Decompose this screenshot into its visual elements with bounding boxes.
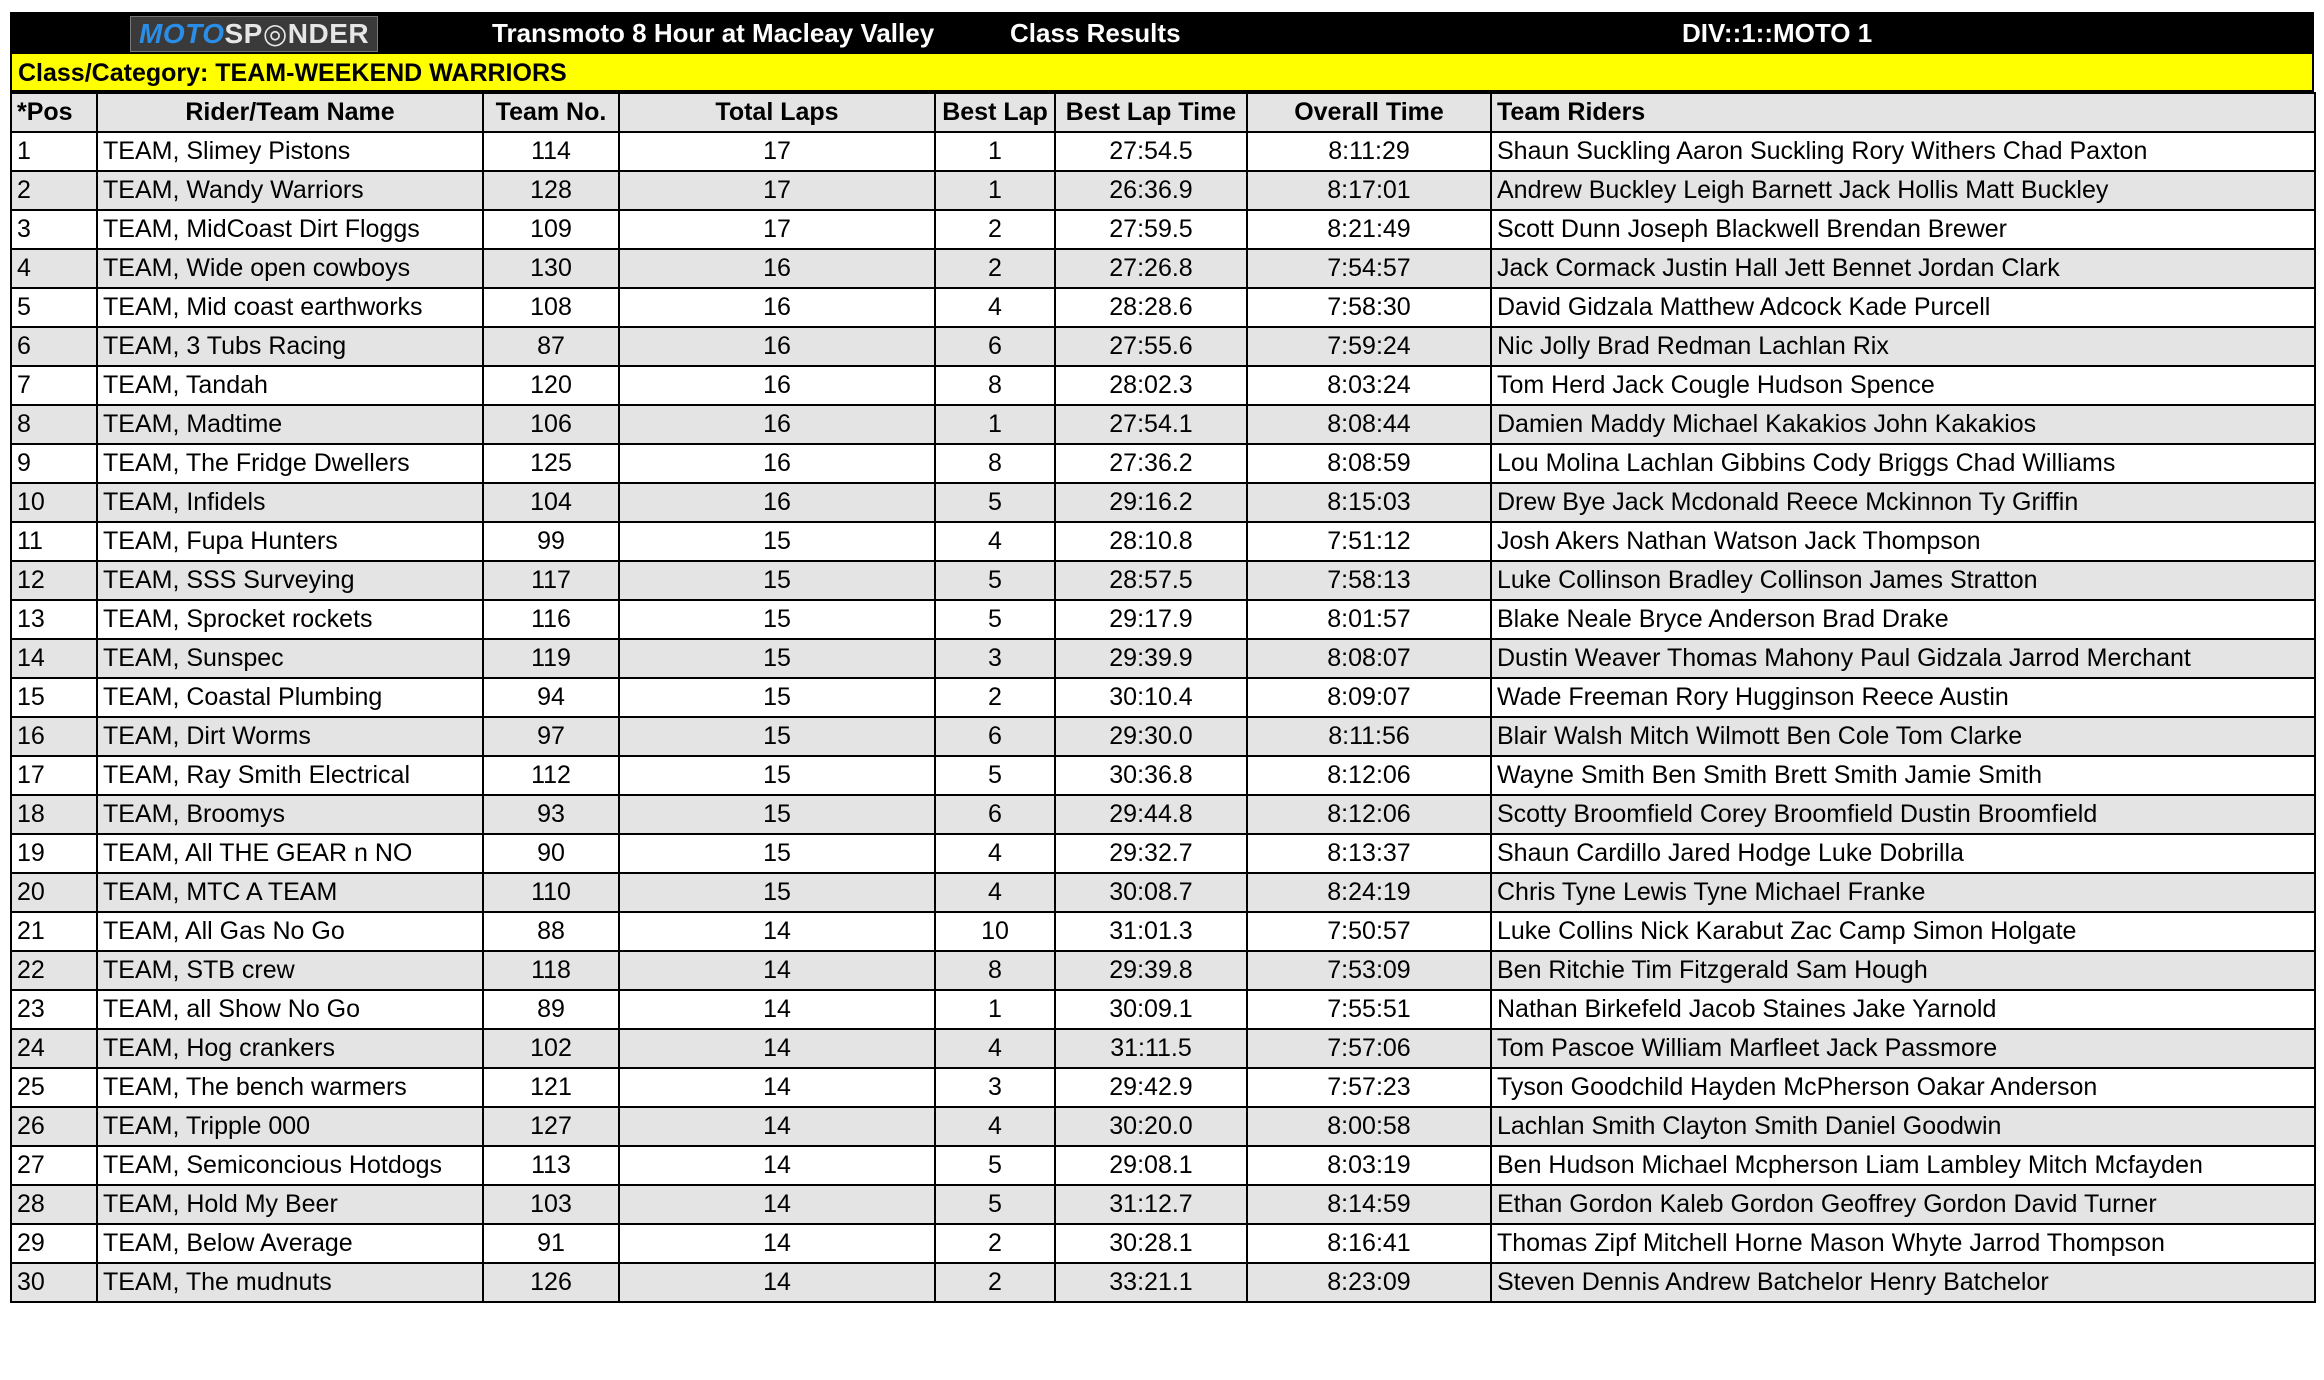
- overall-time-cell: 7:50:57: [1247, 912, 1491, 951]
- overall-time-cell: 7:53:09: [1247, 951, 1491, 990]
- best-lap-cell: 4: [935, 1029, 1055, 1068]
- best-lap-time-cell: 27:54.5: [1055, 132, 1247, 171]
- team-name-cell: TEAM, Madtime: [97, 405, 483, 444]
- overall-time-cell: 8:11:29: [1247, 132, 1491, 171]
- team-name-cell: TEAM, Ray Smith Electrical: [97, 756, 483, 795]
- table-row: [11, 132, 2315, 171]
- team-name-cell: TEAM, Hog crankers: [97, 1029, 483, 1068]
- team-no-cell: 102: [483, 1029, 619, 1068]
- overall-time-cell: 8:15:03: [1247, 483, 1491, 522]
- team-no-cell: 121: [483, 1068, 619, 1107]
- total-laps-cell: 15: [619, 717, 935, 756]
- team-riders-cell: Steven Dennis Andrew Batchelor Henry Batchelor: [1491, 1263, 2315, 1302]
- best-lap-time-cell: 30:20.0: [1055, 1107, 1247, 1146]
- team-no-cell: 117: [483, 561, 619, 600]
- total-laps-cell: 16: [619, 483, 935, 522]
- total-laps-cell: 14: [619, 1185, 935, 1224]
- pos-cell: 22: [11, 951, 97, 990]
- best-lap-time-cell: 30:09.1: [1055, 990, 1247, 1029]
- team-no-cell: 110: [483, 873, 619, 912]
- best-lap-time-cell: 30:28.1: [1055, 1224, 1247, 1263]
- team-riders-cell: Shaun Suckling Aaron Suckling Rory Withers Chad Paxton: [1491, 132, 2315, 171]
- best-lap-cell: 5: [935, 1185, 1055, 1224]
- total-laps-cell: 15: [619, 639, 935, 678]
- total-laps-cell: 15: [619, 795, 935, 834]
- best-lap-time-cell: 31:11.5: [1055, 1029, 1247, 1068]
- team-name-cell: TEAM, All THE GEAR n NO: [97, 834, 483, 873]
- total-laps-cell: 14: [619, 1146, 935, 1185]
- best-lap-cell: 5: [935, 600, 1055, 639]
- overall-time-cell: 7:57:23: [1247, 1068, 1491, 1107]
- pos-cell: 29: [11, 1224, 97, 1263]
- table-row: [11, 678, 2315, 717]
- total-laps-cell: 16: [619, 288, 935, 327]
- team-riders-cell: Scott Dunn Joseph Blackwell Brendan Brewer: [1491, 210, 2315, 249]
- best-lap-cell: 4: [935, 522, 1055, 561]
- table-row: [11, 366, 2315, 405]
- total-laps-cell: 17: [619, 171, 935, 210]
- team-riders-cell: Blake Neale Bryce Anderson Brad Drake: [1491, 600, 2315, 639]
- total-laps-cell: 16: [619, 327, 935, 366]
- best-lap-cell: 4: [935, 1107, 1055, 1146]
- team-no-cell: 125: [483, 444, 619, 483]
- team-riders-cell: Scotty Broomfield Corey Broomfield Dustin Broomfield: [1491, 795, 2315, 834]
- team-no-cell: 116: [483, 600, 619, 639]
- event-title: Transmoto 8 Hour at Macleay Valley: [492, 18, 935, 48]
- table-row: [11, 1029, 2315, 1068]
- best-lap-time-cell: 26:36.9: [1055, 171, 1247, 210]
- best-lap-cell: 6: [935, 327, 1055, 366]
- team-name-cell: TEAM, All Gas No Go: [97, 912, 483, 951]
- best-lap-cell: 1: [935, 171, 1055, 210]
- team-riders-cell: Dustin Weaver Thomas Mahony Paul Gidzala Jarrod Merchant: [1491, 639, 2315, 678]
- total-laps-cell: 15: [619, 600, 935, 639]
- best-lap-cell: 1: [935, 132, 1055, 171]
- total-laps-cell: 14: [619, 1107, 935, 1146]
- pos-cell: 3: [11, 210, 97, 249]
- best-lap-cell: 1: [935, 990, 1055, 1029]
- table-row: [11, 795, 2315, 834]
- team-no-cell: 97: [483, 717, 619, 756]
- best-lap-cell: 4: [935, 873, 1055, 912]
- total-laps-cell: 15: [619, 522, 935, 561]
- best-lap-cell: 6: [935, 795, 1055, 834]
- overall-time-cell: 8:12:06: [1247, 756, 1491, 795]
- total-laps-cell: 15: [619, 678, 935, 717]
- team-riders-cell: Wade Freeman Rory Hugginson Reece Austin: [1491, 678, 2315, 717]
- table-row: [11, 600, 2315, 639]
- team-name-cell: TEAM, The Fridge Dwellers: [97, 444, 483, 483]
- table-row: [11, 405, 2315, 444]
- table-row: [11, 873, 2315, 912]
- overall-time-cell: 8:08:44: [1247, 405, 1491, 444]
- team-name-cell: TEAM, Dirt Worms: [97, 717, 483, 756]
- best-lap-time-cell: 28:28.6: [1055, 288, 1247, 327]
- results-sheet: [10, 12, 2314, 1303]
- best-lap-cell: 6: [935, 717, 1055, 756]
- team-no-cell: 120: [483, 366, 619, 405]
- team-riders-cell: Tom Pascoe William Marfleet Jack Passmore: [1491, 1029, 2315, 1068]
- team-no-cell: 112: [483, 756, 619, 795]
- pos-cell: 16: [11, 717, 97, 756]
- pos-cell: 8: [11, 405, 97, 444]
- best-lap-cell: 2: [935, 1263, 1055, 1302]
- overall-time-cell: 8:21:49: [1247, 210, 1491, 249]
- table-row: [11, 951, 2315, 990]
- best-lap-cell: 5: [935, 1146, 1055, 1185]
- total-laps-cell: 14: [619, 990, 935, 1029]
- best-lap-time-cell: 27:59.5: [1055, 210, 1247, 249]
- overall-time-cell: 8:11:56: [1247, 717, 1491, 756]
- total-laps-cell: 14: [619, 1224, 935, 1263]
- total-laps-cell: 14: [619, 912, 935, 951]
- team-riders-cell: Blair Walsh Mitch Wilmott Ben Cole Tom Clarke: [1491, 717, 2315, 756]
- team-riders-cell: Thomas Zipf Mitchell Horne Mason Whyte Jarrod Thompson: [1491, 1224, 2315, 1263]
- pos-cell: 13: [11, 600, 97, 639]
- overall-time-cell: 8:14:59: [1247, 1185, 1491, 1224]
- team-no-cell: 108: [483, 288, 619, 327]
- table-row: [11, 756, 2315, 795]
- team-no-cell: 119: [483, 639, 619, 678]
- overall-time-cell: 8:08:07: [1247, 639, 1491, 678]
- best-lap-cell: 2: [935, 1224, 1055, 1263]
- team-name-cell: TEAM, Semiconcious Hotdogs: [97, 1146, 483, 1185]
- results-table: [10, 92, 2316, 1303]
- team-no-cell: 126: [483, 1263, 619, 1302]
- team-no-cell: 93: [483, 795, 619, 834]
- best-lap-cell: 4: [935, 288, 1055, 327]
- best-lap-cell: 2: [935, 678, 1055, 717]
- pos-cell: 10: [11, 483, 97, 522]
- team-riders-cell: Lachlan Smith Clayton Smith Daniel Goodwin: [1491, 1107, 2315, 1146]
- table-row: [11, 1224, 2315, 1263]
- table-row: [11, 483, 2315, 522]
- team-no-cell: 88: [483, 912, 619, 951]
- best-lap-cell: 2: [935, 249, 1055, 288]
- table-row: [11, 249, 2315, 288]
- team-riders-cell: Chris Tyne Lewis Tyne Michael Franke: [1491, 873, 2315, 912]
- report-title: Class Results: [1010, 18, 1181, 48]
- team-name-cell: TEAM, Mid coast earthworks: [97, 288, 483, 327]
- overall-time-cell: 8:00:58: [1247, 1107, 1491, 1146]
- col-header-team-name: Rider/Team Name: [97, 93, 483, 132]
- team-name-cell: TEAM, STB crew: [97, 951, 483, 990]
- team-no-cell: 99: [483, 522, 619, 561]
- pos-cell: 21: [11, 912, 97, 951]
- best-lap-cell: 3: [935, 1068, 1055, 1107]
- total-laps-cell: 15: [619, 834, 935, 873]
- best-lap-time-cell: 30:08.7: [1055, 873, 1247, 912]
- team-name-cell: TEAM, Broomys: [97, 795, 483, 834]
- pos-cell: 17: [11, 756, 97, 795]
- best-lap-time-cell: 33:21.1: [1055, 1263, 1247, 1302]
- team-no-cell: 114: [483, 132, 619, 171]
- pos-cell: 23: [11, 990, 97, 1029]
- overall-time-cell: 8:12:06: [1247, 795, 1491, 834]
- team-riders-cell: Jack Cormack Justin Hall Jett Bennet Jordan Clark: [1491, 249, 2315, 288]
- pos-cell: 14: [11, 639, 97, 678]
- team-name-cell: TEAM, Tripple 000: [97, 1107, 483, 1146]
- best-lap-time-cell: 29:39.9: [1055, 639, 1247, 678]
- table-row: [11, 990, 2315, 1029]
- total-laps-cell: 14: [619, 951, 935, 990]
- team-no-cell: 89: [483, 990, 619, 1029]
- team-name-cell: TEAM, Fupa Hunters: [97, 522, 483, 561]
- best-lap-time-cell: 27:36.2: [1055, 444, 1247, 483]
- team-no-cell: 113: [483, 1146, 619, 1185]
- best-lap-cell: 8: [935, 366, 1055, 405]
- pos-cell: 11: [11, 522, 97, 561]
- table-row: [11, 210, 2315, 249]
- best-lap-time-cell: 29:39.8: [1055, 951, 1247, 990]
- overall-time-cell: 8:24:19: [1247, 873, 1491, 912]
- table-row: [11, 522, 2315, 561]
- total-laps-cell: 14: [619, 1029, 935, 1068]
- table-row: [11, 1068, 2315, 1107]
- best-lap-time-cell: 29:16.2: [1055, 483, 1247, 522]
- team-riders-cell: Ben Hudson Michael Mcpherson Liam Lambley Mitch Mcfayden: [1491, 1146, 2315, 1185]
- team-riders-cell: David Gidzala Matthew Adcock Kade Purcell: [1491, 288, 2315, 327]
- team-name-cell: TEAM, The mudnuts: [97, 1263, 483, 1302]
- logo-sponder-text: SP◎NDER: [224, 18, 370, 49]
- table-row: [11, 1185, 2315, 1224]
- total-laps-cell: 14: [619, 1068, 935, 1107]
- best-lap-time-cell: 29:08.1: [1055, 1146, 1247, 1185]
- best-lap-time-cell: 27:55.6: [1055, 327, 1247, 366]
- logo-moto-text: MOTO: [139, 18, 225, 49]
- table-row: [11, 912, 2315, 951]
- team-no-cell: 106: [483, 405, 619, 444]
- best-lap-cell: 5: [935, 756, 1055, 795]
- best-lap-cell: 2: [935, 210, 1055, 249]
- team-no-cell: 128: [483, 171, 619, 210]
- overall-time-cell: 8:17:01: [1247, 171, 1491, 210]
- overall-time-cell: 7:57:06: [1247, 1029, 1491, 1068]
- report-header: [10, 12, 2314, 54]
- best-lap-cell: 8: [935, 951, 1055, 990]
- total-laps-cell: 17: [619, 132, 935, 171]
- team-riders-cell: Ethan Gordon Kaleb Gordon Geoffrey Gordon David Turner: [1491, 1185, 2315, 1224]
- overall-time-cell: 7:58:13: [1247, 561, 1491, 600]
- best-lap-time-cell: 31:01.3: [1055, 912, 1247, 951]
- team-no-cell: 87: [483, 327, 619, 366]
- best-lap-time-cell: 29:17.9: [1055, 600, 1247, 639]
- col-header-overall-time: Overall Time: [1247, 93, 1491, 132]
- pos-cell: 20: [11, 873, 97, 912]
- team-no-cell: 127: [483, 1107, 619, 1146]
- best-lap-time-cell: 28:10.8: [1055, 522, 1247, 561]
- pos-cell: 12: [11, 561, 97, 600]
- col-header-total-laps: Total Laps: [619, 93, 935, 132]
- team-riders-cell: Drew Bye Jack Mcdonald Reece Mckinnon Ty Griffin: [1491, 483, 2315, 522]
- best-lap-cell: 5: [935, 561, 1055, 600]
- best-lap-time-cell: 29:44.8: [1055, 795, 1247, 834]
- team-no-cell: 104: [483, 483, 619, 522]
- team-riders-cell: Wayne Smith Ben Smith Brett Smith Jamie Smith: [1491, 756, 2315, 795]
- best-lap-cell: 4: [935, 834, 1055, 873]
- pos-cell: 1: [11, 132, 97, 171]
- overall-time-cell: 8:23:09: [1247, 1263, 1491, 1302]
- pos-cell: 27: [11, 1146, 97, 1185]
- team-riders-cell: Shaun Cardillo Jared Hodge Luke Dobrilla: [1491, 834, 2315, 873]
- team-name-cell: TEAM, Slimey Pistons: [97, 132, 483, 171]
- best-lap-time-cell: 30:10.4: [1055, 678, 1247, 717]
- team-name-cell: TEAM, MidCoast Dirt Floggs: [97, 210, 483, 249]
- overall-time-cell: 7:54:57: [1247, 249, 1491, 288]
- best-lap-time-cell: 27:26.8: [1055, 249, 1247, 288]
- team-name-cell: TEAM, 3 Tubs Racing: [97, 327, 483, 366]
- pos-cell: 19: [11, 834, 97, 873]
- table-row: [11, 639, 2315, 678]
- total-laps-cell: 16: [619, 366, 935, 405]
- overall-time-cell: 8:01:57: [1247, 600, 1491, 639]
- overall-time-cell: 7:55:51: [1247, 990, 1491, 1029]
- team-name-cell: TEAM, all Show No Go: [97, 990, 483, 1029]
- best-lap-cell: 1: [935, 405, 1055, 444]
- best-lap-time-cell: 30:36.8: [1055, 756, 1247, 795]
- col-header-team-no: Team No.: [483, 93, 619, 132]
- team-riders-cell: Tom Herd Jack Cougle Hudson Spence: [1491, 366, 2315, 405]
- team-name-cell: TEAM, MTC A TEAM: [97, 873, 483, 912]
- best-lap-time-cell: 29:30.0: [1055, 717, 1247, 756]
- pos-cell: 18: [11, 795, 97, 834]
- best-lap-time-cell: 31:12.7: [1055, 1185, 1247, 1224]
- team-no-cell: 91: [483, 1224, 619, 1263]
- total-laps-cell: 15: [619, 561, 935, 600]
- overall-time-cell: 8:16:41: [1247, 1224, 1491, 1263]
- pos-cell: 4: [11, 249, 97, 288]
- total-laps-cell: 16: [619, 249, 935, 288]
- overall-time-cell: 8:13:37: [1247, 834, 1491, 873]
- team-riders-cell: Tyson Goodchild Hayden McPherson Oakar Anderson: [1491, 1068, 2315, 1107]
- best-lap-cell: 8: [935, 444, 1055, 483]
- team-riders-cell: Luke Collinson Bradley Collinson James Stratton: [1491, 561, 2315, 600]
- pos-cell: 7: [11, 366, 97, 405]
- team-riders-cell: Josh Akers Nathan Watson Jack Thompson: [1491, 522, 2315, 561]
- total-laps-cell: 17: [619, 210, 935, 249]
- overall-time-cell: 8:08:59: [1247, 444, 1491, 483]
- team-name-cell: TEAM, Below Average: [97, 1224, 483, 1263]
- team-name-cell: TEAM, Infidels: [97, 483, 483, 522]
- overall-time-cell: 7:51:12: [1247, 522, 1491, 561]
- team-no-cell: 130: [483, 249, 619, 288]
- team-no-cell: 90: [483, 834, 619, 873]
- best-lap-time-cell: 28:02.3: [1055, 366, 1247, 405]
- pos-cell: 24: [11, 1029, 97, 1068]
- best-lap-time-cell: 27:54.1: [1055, 405, 1247, 444]
- team-no-cell: 94: [483, 678, 619, 717]
- team-name-cell: TEAM, Tandah: [97, 366, 483, 405]
- pos-cell: 9: [11, 444, 97, 483]
- table-row: [11, 717, 2315, 756]
- total-laps-cell: 15: [619, 756, 935, 795]
- pos-cell: 6: [11, 327, 97, 366]
- team-riders-cell: Lou Molina Lachlan Gibbins Cody Briggs Chad Williams: [1491, 444, 2315, 483]
- team-no-cell: 109: [483, 210, 619, 249]
- pos-cell: 5: [11, 288, 97, 327]
- best-lap-cell: 3: [935, 639, 1055, 678]
- table-row: [11, 1263, 2315, 1302]
- team-riders-cell: Ben Ritchie Tim Fitzgerald Sam Hough: [1491, 951, 2315, 990]
- col-header-best-lap: Best Lap: [935, 93, 1055, 132]
- overall-time-cell: 8:03:19: [1247, 1146, 1491, 1185]
- table-header-row: [11, 93, 2315, 132]
- table-row: [11, 444, 2315, 483]
- col-header-team-riders: Team Riders: [1491, 93, 2315, 132]
- total-laps-cell: 14: [619, 1263, 935, 1302]
- team-name-cell: TEAM, The bench warmers: [97, 1068, 483, 1107]
- col-header-pos: *Pos: [11, 93, 97, 132]
- team-riders-cell: Nic Jolly Brad Redman Lachlan Rix: [1491, 327, 2315, 366]
- pos-cell: 30: [11, 1263, 97, 1302]
- motosponder-logo: [130, 16, 378, 52]
- overall-time-cell: 7:59:24: [1247, 327, 1491, 366]
- division-label: DIV::1::MOTO 1: [1682, 18, 1873, 48]
- team-riders-cell: Damien Maddy Michael Kakakios John Kakakios: [1491, 405, 2315, 444]
- total-laps-cell: 16: [619, 444, 935, 483]
- pos-cell: 15: [11, 678, 97, 717]
- overall-time-cell: 8:09:07: [1247, 678, 1491, 717]
- table-row: [11, 834, 2315, 873]
- team-name-cell: TEAM, Wide open cowboys: [97, 249, 483, 288]
- team-name-cell: TEAM, Sunspec: [97, 639, 483, 678]
- overall-time-cell: 8:03:24: [1247, 366, 1491, 405]
- best-lap-cell: 10: [935, 912, 1055, 951]
- pos-cell: 25: [11, 1068, 97, 1107]
- team-name-cell: TEAM, SSS Surveying: [97, 561, 483, 600]
- team-riders-cell: Luke Collins Nick Karabut Zac Camp Simon Holgate: [1491, 912, 2315, 951]
- best-lap-time-cell: 28:57.5: [1055, 561, 1247, 600]
- pos-cell: 26: [11, 1107, 97, 1146]
- class-category-label: Class/Category: TEAM-WEEKEND WARRIORS: [10, 54, 2314, 92]
- team-name-cell: TEAM, Coastal Plumbing: [97, 678, 483, 717]
- best-lap-time-cell: 29:32.7: [1055, 834, 1247, 873]
- table-row: [11, 327, 2315, 366]
- col-header-best-lap-time: Best Lap Time: [1055, 93, 1247, 132]
- table-row: [11, 561, 2315, 600]
- pos-cell: 2: [11, 171, 97, 210]
- table-row: [11, 1107, 2315, 1146]
- table-row: [11, 171, 2315, 210]
- team-no-cell: 118: [483, 951, 619, 990]
- team-no-cell: 103: [483, 1185, 619, 1224]
- team-riders-cell: Andrew Buckley Leigh Barnett Jack Hollis Matt Buckley: [1491, 171, 2315, 210]
- best-lap-cell: 5: [935, 483, 1055, 522]
- team-name-cell: TEAM, Sprocket rockets: [97, 600, 483, 639]
- total-laps-cell: 16: [619, 405, 935, 444]
- team-riders-cell: Nathan Birkefeld Jacob Staines Jake Yarnold: [1491, 990, 2315, 1029]
- table-row: [11, 288, 2315, 327]
- team-name-cell: TEAM, Hold My Beer: [97, 1185, 483, 1224]
- total-laps-cell: 15: [619, 873, 935, 912]
- table-row: [11, 1146, 2315, 1185]
- best-lap-time-cell: 29:42.9: [1055, 1068, 1247, 1107]
- team-name-cell: TEAM, Wandy Warriors: [97, 171, 483, 210]
- pos-cell: 28: [11, 1185, 97, 1224]
- overall-time-cell: 7:58:30: [1247, 288, 1491, 327]
